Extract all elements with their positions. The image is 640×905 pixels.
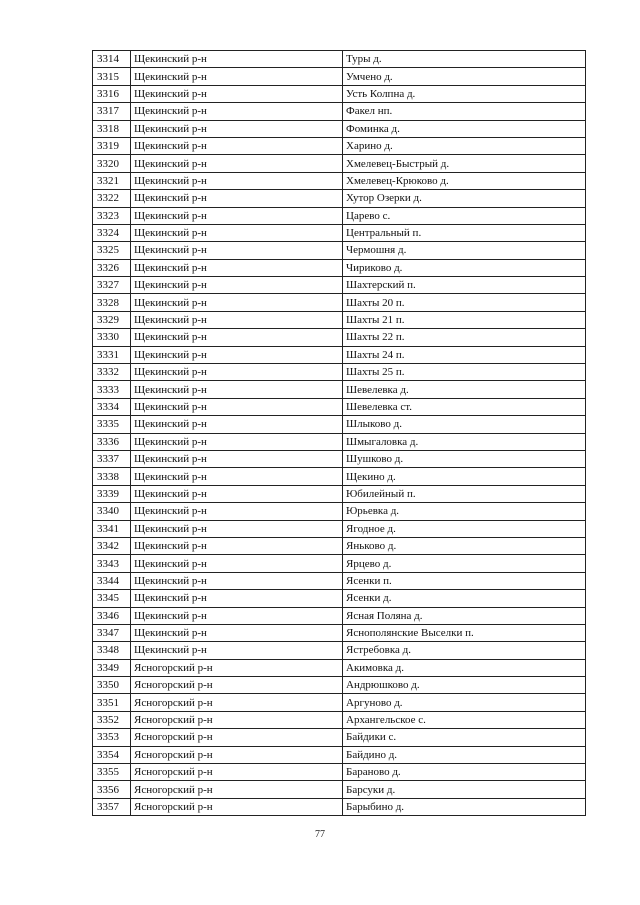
district-cell: Щекинский р-н (131, 137, 343, 154)
table-row (93, 242, 586, 259)
district-cell: Ясногорский р-н (131, 694, 343, 711)
row-number: 3332 (93, 364, 131, 381)
district-cell: Щекинский р-н (131, 259, 343, 276)
district-cell: Щекинский р-н (131, 520, 343, 537)
table-row (93, 51, 586, 68)
table-row (93, 137, 586, 154)
settlement-cell: Щекино д. (343, 468, 586, 485)
settlement-cell: Хутор Озерки д. (343, 190, 586, 207)
table-row (93, 450, 586, 467)
settlement-cell: Фоминка д. (343, 120, 586, 137)
settlement-cell: Ясенки д. (343, 590, 586, 607)
district-cell: Щекинский р-н (131, 364, 343, 381)
table-row (93, 764, 586, 781)
table-row (93, 468, 586, 485)
settlement-cell: Шлыково д. (343, 416, 586, 433)
district-cell: Щекинский р-н (131, 155, 343, 172)
district-cell: Ясногорский р-н (131, 729, 343, 746)
row-number: 3352 (93, 711, 131, 728)
settlement-cell: Юбилейный п. (343, 485, 586, 502)
district-cell: Щекинский р-н (131, 590, 343, 607)
settlement-cell: Архангельское с. (343, 711, 586, 728)
row-number: 3315 (93, 68, 131, 85)
district-cell: Ясногорский р-н (131, 764, 343, 781)
district-cell: Щекинский р-н (131, 381, 343, 398)
settlement-cell: Байдики с. (343, 729, 586, 746)
settlement-cell: Яньково д. (343, 537, 586, 554)
table-row (93, 155, 586, 172)
district-cell: Щекинский р-н (131, 503, 343, 520)
row-number: 3326 (93, 259, 131, 276)
district-cell: Щекинский р-н (131, 51, 343, 68)
table-row (93, 433, 586, 450)
table-row (93, 103, 586, 120)
district-cell: Щекинский р-н (131, 329, 343, 346)
settlements-table (92, 50, 586, 816)
table-row (93, 624, 586, 641)
district-cell: Щекинский р-н (131, 468, 343, 485)
settlement-cell: Факел нп. (343, 103, 586, 120)
district-cell: Щекинский р-н (131, 346, 343, 363)
table-row (93, 68, 586, 85)
district-cell: Щекинский р-н (131, 103, 343, 120)
district-cell: Щекинский р-н (131, 398, 343, 415)
row-number: 3347 (93, 624, 131, 641)
district-cell: Щекинский р-н (131, 224, 343, 241)
district-cell: Ясногорский р-н (131, 711, 343, 728)
row-number: 3353 (93, 729, 131, 746)
table-row (93, 416, 586, 433)
settlement-cell: Андрюшково д. (343, 677, 586, 694)
settlement-cell: Шахтерский п. (343, 277, 586, 294)
district-cell: Щекинский р-н (131, 642, 343, 659)
district-cell: Ясногорский р-н (131, 781, 343, 798)
district-cell: Щекинский р-н (131, 607, 343, 624)
row-number: 3342 (93, 537, 131, 554)
table-row (93, 642, 586, 659)
row-number: 3356 (93, 781, 131, 798)
district-cell: Ясногорский р-н (131, 746, 343, 763)
row-number: 3316 (93, 85, 131, 102)
page-number: 77 (315, 829, 325, 840)
table-row (93, 364, 586, 381)
row-number: 3336 (93, 433, 131, 450)
district-cell: Щекинский р-н (131, 555, 343, 572)
row-number: 3351 (93, 694, 131, 711)
district-cell: Щекинский р-н (131, 277, 343, 294)
settlement-cell: Барыбино д. (343, 798, 586, 815)
district-cell: Щекинский р-н (131, 311, 343, 328)
settlement-cell: Барсуки д. (343, 781, 586, 798)
settlement-cell: Шахты 22 п. (343, 329, 586, 346)
row-number: 3320 (93, 155, 131, 172)
settlement-cell: Харино д. (343, 137, 586, 154)
district-cell: Щекинский р-н (131, 207, 343, 224)
row-number: 3325 (93, 242, 131, 259)
district-cell: Щекинский р-н (131, 190, 343, 207)
row-number: 3330 (93, 329, 131, 346)
table-row (93, 207, 586, 224)
district-cell: Ясногорский р-н (131, 677, 343, 694)
settlement-cell: Шушково д. (343, 450, 586, 467)
table-row (93, 85, 586, 102)
row-number: 3354 (93, 746, 131, 763)
row-number: 3348 (93, 642, 131, 659)
settlement-cell: Акимовка д. (343, 659, 586, 676)
row-number: 3314 (93, 51, 131, 68)
table-row (93, 259, 586, 276)
table-row (93, 798, 586, 815)
row-number: 3338 (93, 468, 131, 485)
settlement-cell: Ярцево д. (343, 555, 586, 572)
settlement-cell: Туры д. (343, 51, 586, 68)
settlement-cell: Ясная Поляна д. (343, 607, 586, 624)
table-row (93, 659, 586, 676)
district-cell: Ясногорский р-н (131, 798, 343, 815)
settlement-cell: Хмелевец-Быстрый д. (343, 155, 586, 172)
table-row (93, 537, 586, 554)
table-row (93, 120, 586, 137)
settlement-cell: Шахты 25 п. (343, 364, 586, 381)
district-cell: Щекинский р-н (131, 68, 343, 85)
row-number: 3339 (93, 485, 131, 502)
settlement-cell: Чириково д. (343, 259, 586, 276)
settlement-cell: Царево с. (343, 207, 586, 224)
row-number: 3333 (93, 381, 131, 398)
district-cell: Щекинский р-н (131, 242, 343, 259)
settlement-cell: Аргуново д. (343, 694, 586, 711)
settlement-cell: Центральный п. (343, 224, 586, 241)
table-row (93, 190, 586, 207)
district-cell: Ясногорский р-н (131, 659, 343, 676)
row-number: 3341 (93, 520, 131, 537)
row-number: 3317 (93, 103, 131, 120)
row-number: 3323 (93, 207, 131, 224)
table-row (93, 311, 586, 328)
row-number: 3337 (93, 450, 131, 467)
table-row (93, 329, 586, 346)
table-row (93, 694, 586, 711)
row-number: 3349 (93, 659, 131, 676)
table-row (93, 224, 586, 241)
settlement-cell: Яснополянские Выселки п. (343, 624, 586, 641)
table-row (93, 398, 586, 415)
row-number: 3355 (93, 764, 131, 781)
district-cell: Щекинский р-н (131, 450, 343, 467)
row-number: 3318 (93, 120, 131, 137)
district-cell: Щекинский р-н (131, 624, 343, 641)
row-number: 3340 (93, 503, 131, 520)
table-body (93, 51, 586, 816)
row-number: 3334 (93, 398, 131, 415)
table-row (93, 677, 586, 694)
table-row (93, 294, 586, 311)
district-cell: Щекинский р-н (131, 85, 343, 102)
settlement-cell: Чермошня д. (343, 242, 586, 259)
district-cell: Щекинский р-н (131, 572, 343, 589)
row-number: 3343 (93, 555, 131, 572)
row-number: 3327 (93, 277, 131, 294)
settlement-cell: Шмыгаловка д. (343, 433, 586, 450)
table-row (93, 520, 586, 537)
settlement-cell: Ягодное д. (343, 520, 586, 537)
table-row (93, 607, 586, 624)
row-number: 3344 (93, 572, 131, 589)
table-row (93, 729, 586, 746)
settlement-cell: Усть Колпна д. (343, 85, 586, 102)
settlement-cell: Шахты 24 п. (343, 346, 586, 363)
settlement-cell: Шевелевка д. (343, 381, 586, 398)
district-cell: Щекинский р-н (131, 416, 343, 433)
table-row (93, 572, 586, 589)
settlement-cell: Юрьевка д. (343, 503, 586, 520)
district-cell: Щекинский р-н (131, 485, 343, 502)
settlement-cell: Ястребовка д. (343, 642, 586, 659)
district-cell: Щекинский р-н (131, 537, 343, 554)
row-number: 3328 (93, 294, 131, 311)
row-number: 3321 (93, 172, 131, 189)
row-number: 3329 (93, 311, 131, 328)
table-row (93, 746, 586, 763)
settlement-cell: Ясенки п. (343, 572, 586, 589)
table-row (93, 172, 586, 189)
row-number: 3324 (93, 224, 131, 241)
settlement-cell: Хмелевец-Крюково д. (343, 172, 586, 189)
table-row (93, 346, 586, 363)
row-number: 3345 (93, 590, 131, 607)
row-number: 3322 (93, 190, 131, 207)
row-number: 3335 (93, 416, 131, 433)
table-row (93, 781, 586, 798)
row-number: 3357 (93, 798, 131, 815)
settlement-cell: Бараново д. (343, 764, 586, 781)
settlement-cell: Байдино д. (343, 746, 586, 763)
table-row (93, 277, 586, 294)
table-row (93, 485, 586, 502)
district-cell: Щекинский р-н (131, 172, 343, 189)
table-row (93, 555, 586, 572)
district-cell: Щекинский р-н (131, 120, 343, 137)
district-cell: Щекинский р-н (131, 433, 343, 450)
table-row (93, 711, 586, 728)
table-row (93, 590, 586, 607)
row-number: 3350 (93, 677, 131, 694)
settlement-cell: Умчено д. (343, 68, 586, 85)
table-row (93, 503, 586, 520)
row-number: 3319 (93, 137, 131, 154)
district-cell: Щекинский р-н (131, 294, 343, 311)
settlement-cell: Шахты 21 п. (343, 311, 586, 328)
row-number: 3346 (93, 607, 131, 624)
table-row (93, 381, 586, 398)
row-number: 3331 (93, 346, 131, 363)
settlement-cell: Шахты 20 п. (343, 294, 586, 311)
settlement-cell: Шевелевка ст. (343, 398, 586, 415)
